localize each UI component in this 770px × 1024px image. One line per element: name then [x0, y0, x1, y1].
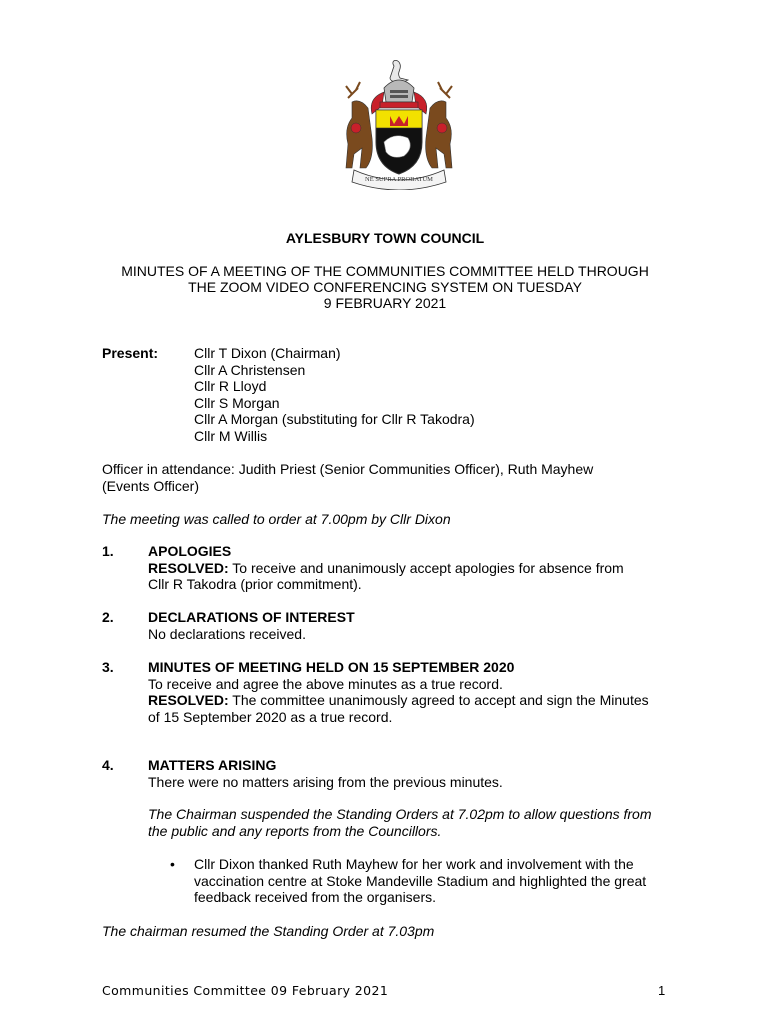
item-number: 2. [102, 609, 114, 625]
officers-in-attendance [102, 461, 702, 494]
present-member: Cllr T Dixon (Chairman) [194, 345, 341, 361]
item-heading: DECLARATIONS OF INTEREST [148, 609, 355, 625]
meeting-title [60, 263, 710, 311]
called-to-order-note: The meeting was called to order at 7.00pm by Cllr Dixon [102, 511, 451, 527]
council-crest-logo [330, 58, 468, 190]
item-number: 1. [102, 543, 114, 559]
present-member: Cllr A Morgan (substituting for Cllr R Takodra) [194, 411, 475, 427]
resolved-label: RESOLVED: [148, 692, 229, 708]
item-heading: MINUTES OF MEETING HELD ON 15 SEPTEMBER 2020 [148, 659, 515, 675]
item-declarations [148, 609, 708, 642]
item-apologies [148, 543, 708, 593]
item-text: Cllr R Takodra (prior commitment). [148, 576, 362, 592]
item-heading: APOLOGIES [148, 543, 232, 559]
item-number: 3. [102, 659, 114, 675]
resolved-text: To receive and unanimously accept apologies for absence from [228, 559, 624, 576]
page-number: 1 [658, 983, 666, 998]
item-heading: MATTERS ARISING [148, 757, 277, 773]
meeting-date: 9 FEBRUARY 2021 [323, 295, 447, 311]
item-text: To receive and agree the above minutes as a true record. [148, 675, 503, 692]
bullet-item [194, 856, 698, 906]
item-resolution [148, 692, 708, 709]
officer-line: Officer in attendance: Judith Priest (Senior Communities Officer), Ruth Mayhew [102, 461, 594, 477]
note-line: The Chairman suspended the Standing Orders at 7.02pm to allow questions from [148, 806, 652, 822]
meeting-title-line: THE ZOOM VIDEO CONFERENCING SYSTEM ON TUESDAY [188, 279, 582, 295]
present-member: Cllr R Lloyd [194, 378, 267, 394]
item-text: No declarations received. [148, 625, 306, 642]
standing-orders-resumed-note: The chairman resumed the Standing Order at 7.03pm [102, 923, 435, 939]
item-matters-arising [148, 757, 708, 790]
bullet-line: vaccination centre at Stoke Mandeville Stadium and highlighted the great [194, 872, 647, 889]
item-text: of 15 September 2020 as a true record. [148, 708, 393, 725]
bullet-line: feedback received from the organisers. [194, 889, 437, 905]
bullet-line: Cllr Dixon thanked Ruth Mayhew for her work and involvement with the [194, 856, 634, 872]
officer-line: (Events Officer) [102, 477, 199, 494]
crest-motto: NE SUPRA PROBATUM [365, 176, 433, 183]
present-member: Cllr M Willis [194, 427, 268, 444]
present-members-list [194, 345, 475, 444]
bullet-icon: • [170, 856, 175, 872]
item-text: There were no matters arising from the previous minutes. [148, 773, 503, 790]
present-member: Cllr A Christensen [194, 361, 306, 378]
resolved-text: The committee unanimously agreed to accept and sign the Minutes [228, 692, 649, 708]
present-label: Present: [102, 345, 159, 361]
council-name: AYLESBURY TOWN COUNCIL [285, 230, 485, 246]
item-resolution [148, 560, 708, 577]
footer-title: Communities Committee 09 February 2021 [102, 983, 389, 998]
standing-orders-suspended-note [148, 806, 708, 839]
item-previous-minutes [148, 659, 708, 725]
meeting-title-line: MINUTES OF A MEETING OF THE COMMUNITIES COMMITTEE HELD THROUGH [121, 263, 649, 279]
item-number: 4. [102, 757, 114, 773]
resolved-label: RESOLVED: [148, 559, 229, 576]
note-line: the public and any reports from the Councillors. [148, 822, 442, 839]
present-member: Cllr S Morgan [194, 394, 280, 411]
